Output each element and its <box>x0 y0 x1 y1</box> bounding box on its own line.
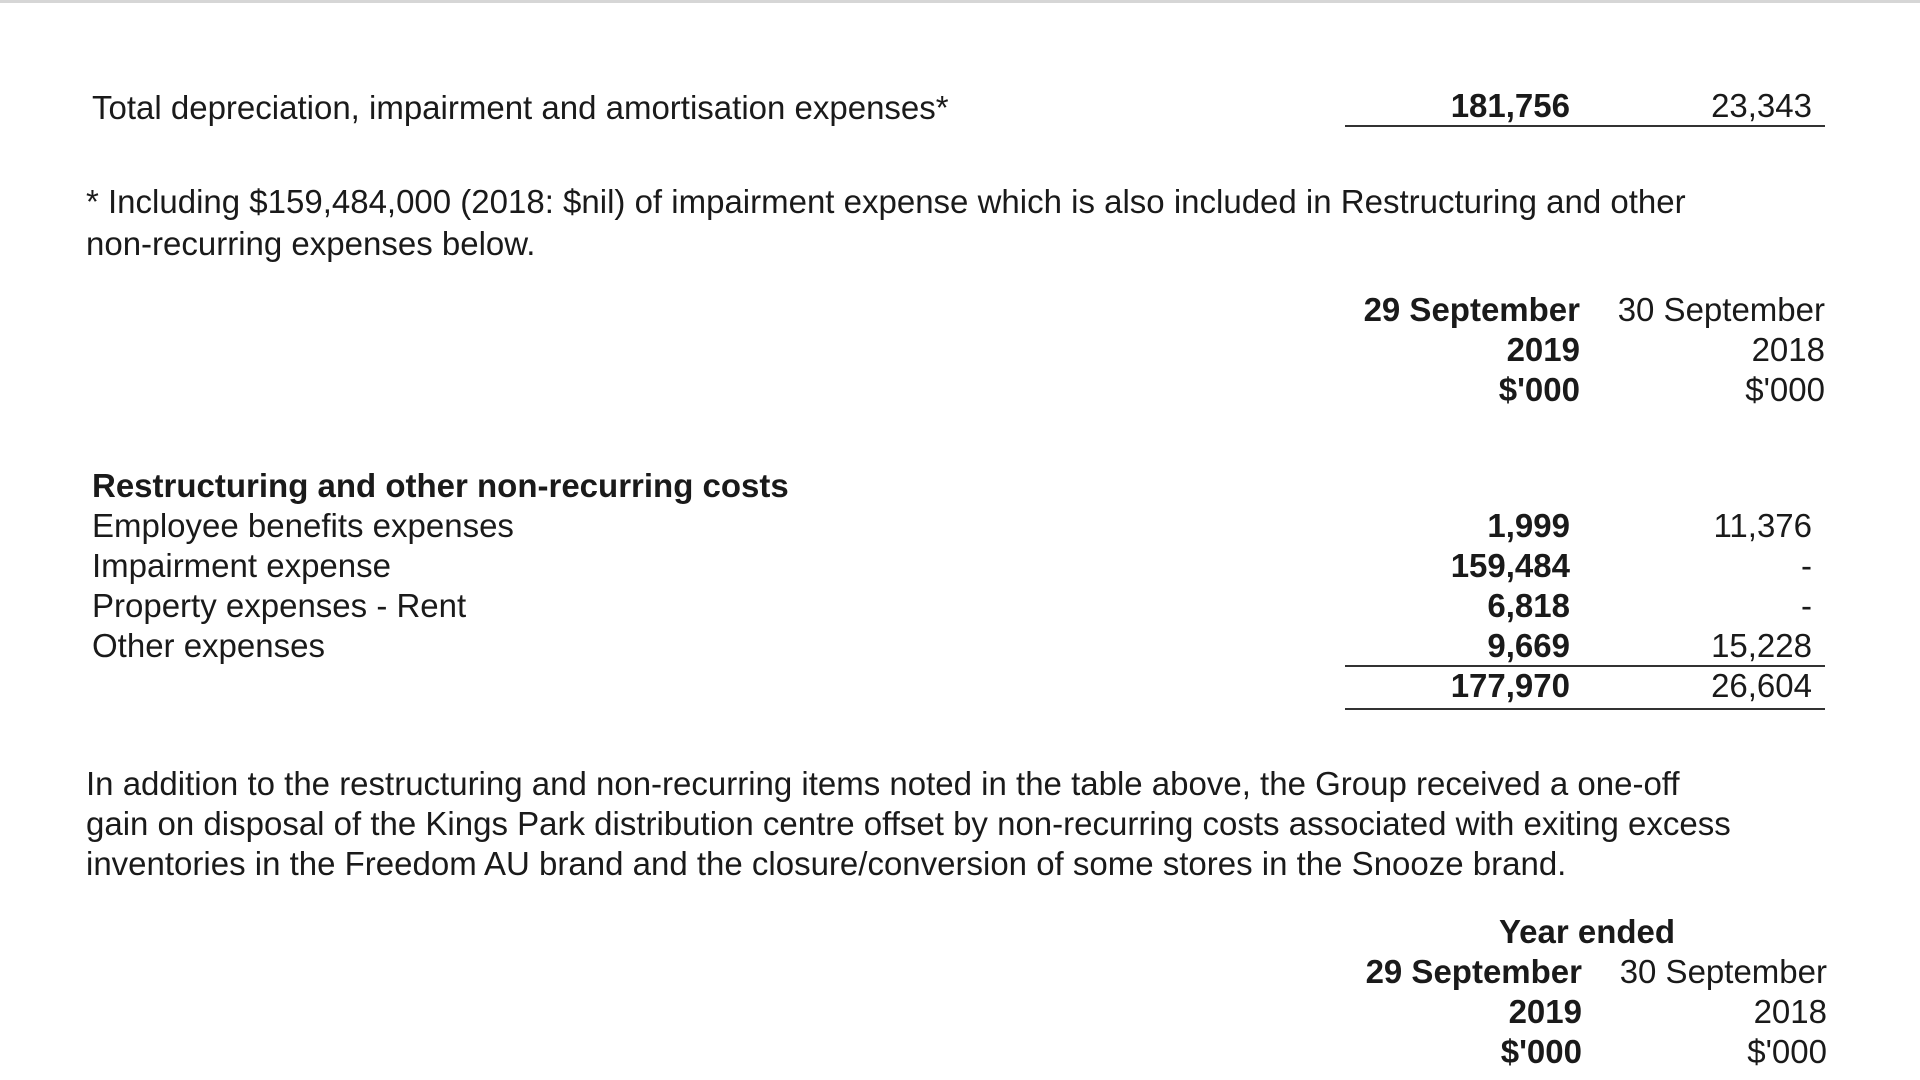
depreciation-total-rule <box>1345 125 1825 127</box>
header2-year-ended: Year ended <box>1498 913 1676 950</box>
paragraph-line-1: In addition to the restructuring and non-recurring items noted in the table above, the Group received a one-off <box>86 765 1680 802</box>
total-rule <box>1345 708 1825 710</box>
header1-2019-year: 2019 <box>1506 331 1580 368</box>
header1-2018-unit: $'000 <box>1745 371 1825 408</box>
header2-2019-unit: $'000 <box>1500 1033 1582 1070</box>
footnote-line-1: * Including $159,484,000 (2018: $nil) of impairment expense which is also included in Restructuring and other <box>86 183 1686 220</box>
header2-2018-date: 30 September <box>1619 953 1827 990</box>
footnote-line-2: non-recurring expenses below. <box>86 225 536 262</box>
header2-2019-date: 29 September <box>1365 953 1582 990</box>
header1-2018-date: 30 September <box>1617 291 1825 328</box>
table-row-2019-value: 9,669 <box>1487 627 1570 664</box>
header1-2019-date: 29 September <box>1363 291 1580 328</box>
table-row-label: Other expenses <box>92 627 325 664</box>
top-border <box>0 0 1920 3</box>
header2-2018-unit: $'000 <box>1747 1033 1827 1070</box>
paragraph-line-3: inventories in the Freedom AU brand and the closure/conversion of some stores in the Snooze brand. <box>86 845 1567 882</box>
depreciation-2018-value: 23,343 <box>1711 87 1812 124</box>
header2-2019-year: 2019 <box>1508 993 1582 1030</box>
depreciation-2019-value: 181,756 <box>1450 87 1570 124</box>
table-row-label: Employee benefits expenses <box>92 507 514 544</box>
table-row-2018-value: 11,376 <box>1713 507 1812 544</box>
table-row-2019-value: 159,484 <box>1450 547 1570 584</box>
restructuring-title: Restructuring and other non-recurring costs <box>92 467 789 504</box>
restructuring-total-2019: 177,970 <box>1450 667 1570 704</box>
table-row-2019-value: 1,999 <box>1487 507 1570 544</box>
table-row-2018-value: - <box>1801 587 1812 624</box>
header1-2019-unit: $'000 <box>1498 371 1580 408</box>
header2-2018-year: 2018 <box>1753 993 1827 1030</box>
paragraph-line-2: gain on disposal of the Kings Park distribution centre offset by non-recurring costs associated with exiting excess <box>86 805 1731 842</box>
header1-2018-year: 2018 <box>1751 331 1825 368</box>
depreciation-label: Total depreciation, impairment and amortisation expenses* <box>92 89 949 126</box>
table-row-2018-value: 15,228 <box>1711 627 1812 664</box>
table-row-2018-value: - <box>1801 547 1812 584</box>
table-row-2019-value: 6,818 <box>1487 587 1570 624</box>
table-row-label: Impairment expense <box>92 547 391 584</box>
table-row-label: Property expenses - Rent <box>92 587 467 624</box>
restructuring-total-2018: 26,604 <box>1711 667 1812 704</box>
